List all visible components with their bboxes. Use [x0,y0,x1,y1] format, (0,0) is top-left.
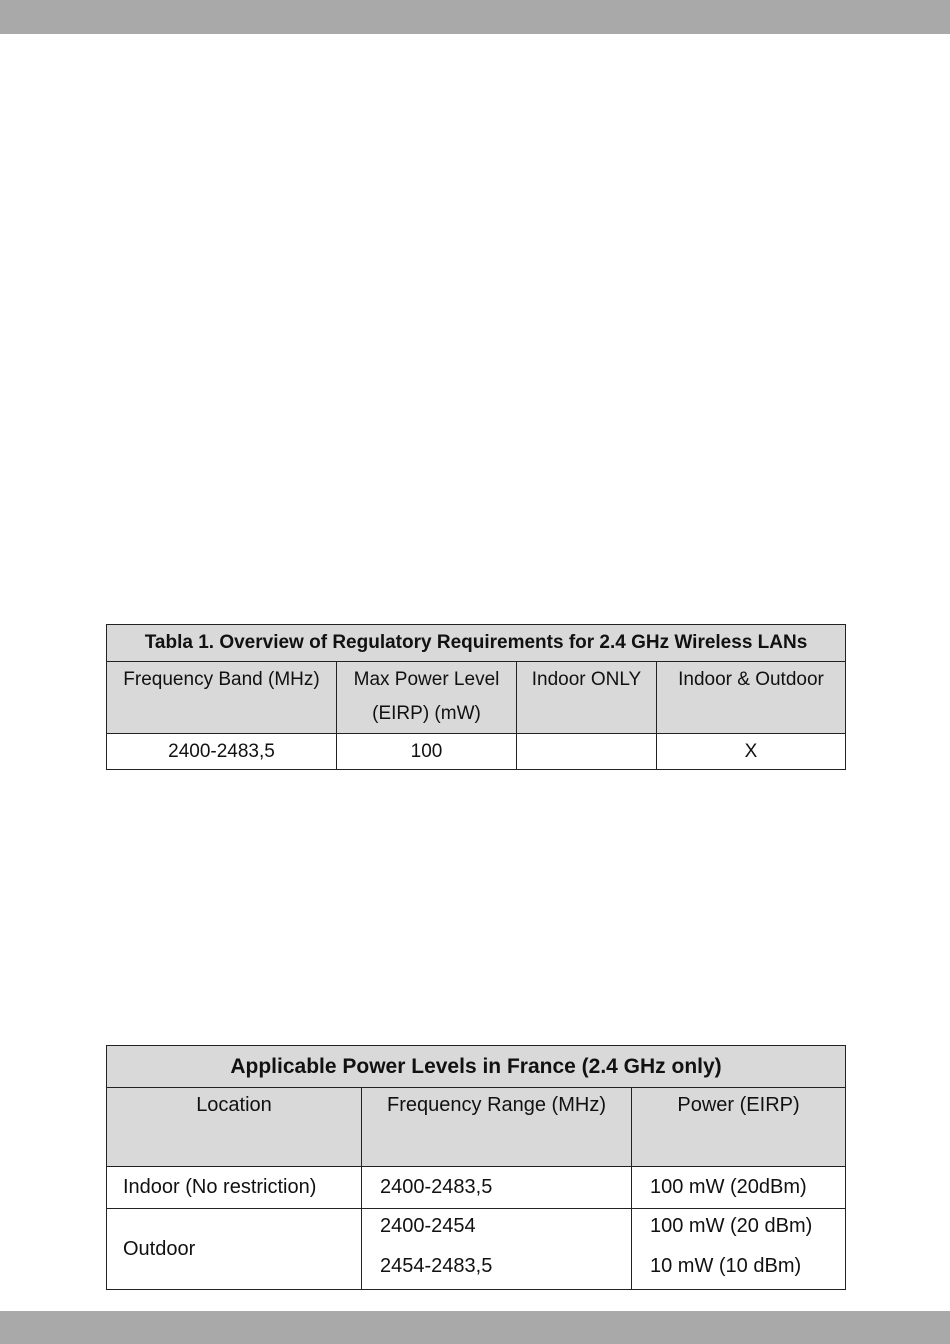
cell-frequency-range [362,1209,632,1290]
header-location: Location [107,1088,362,1167]
cell-frequency-range: 2400-2483,5 [362,1167,632,1209]
header-power: Power (EIRP) [632,1088,846,1167]
table-title: Tabla 1. Overview of Regulatory Requirements for 2.4 GHz Wireless LANs [107,625,846,662]
table-row [107,1167,846,1209]
table-title: Applicable Power Levels in France (2.4 GHz only) [107,1046,846,1088]
header-indoor-outdoor: Indoor & Outdoor [657,662,846,734]
table-row [107,734,846,770]
france-power-levels-table [106,1045,846,1290]
cell-indoor-outdoor: X [657,734,846,770]
cell-location: Outdoor [107,1209,362,1290]
page-header-bar [0,0,950,34]
table-row [107,1209,846,1290]
cell-power [632,1209,846,1290]
cell-power: 100 mW (20dBm) [632,1167,846,1209]
header-frequency-band: Frequency Band (MHz) [107,662,337,734]
cell-frequency-band: 2400-2483,5 [107,734,337,770]
power-line: 100 mW (20 dBm) [650,1215,813,1237]
header-indoor-only: Indoor ONLY [517,662,657,734]
page-footer-bar [0,1311,950,1344]
header-max-power-line1: Max Power Level [353,669,500,690]
header-max-power-line2: (EIRP) (mW) [372,703,481,724]
cell-max-power: 100 [337,734,517,770]
regulatory-requirements-table [106,624,846,770]
header-frequency-range: Frequency Range (MHz) [362,1088,632,1167]
header-max-power [337,662,517,734]
frequency-range-line: 2400-2454 [380,1215,476,1237]
power-line: 10 mW (10 dBm) [650,1255,802,1277]
cell-location: Indoor (No restriction) [107,1167,362,1209]
cell-indoor-only [517,734,657,770]
frequency-range-line: 2454-2483,5 [380,1255,493,1277]
